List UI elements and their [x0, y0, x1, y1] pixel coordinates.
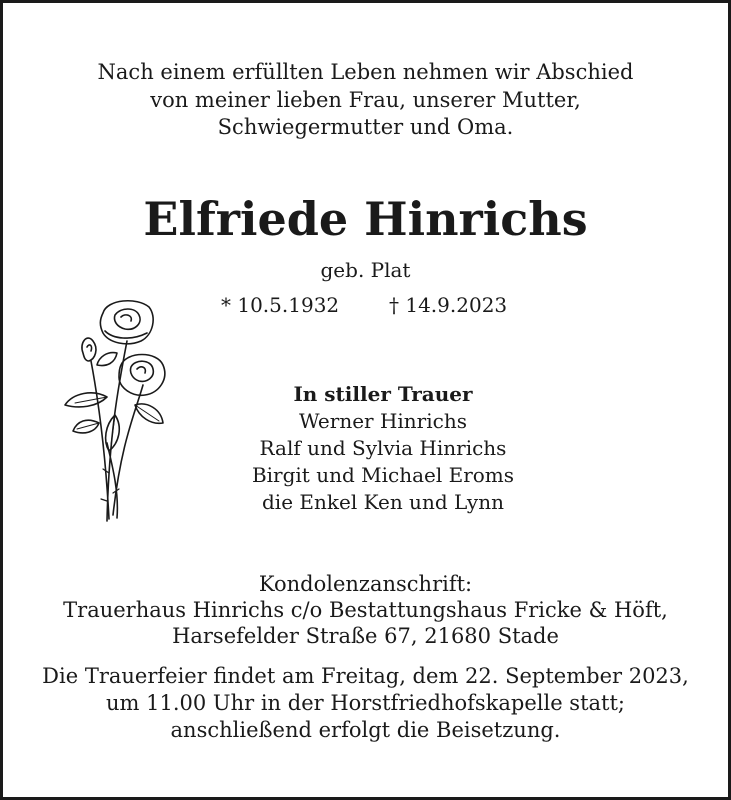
birth-date: * 10.5.1932	[221, 293, 340, 317]
intro-line: von meiner lieben Frau, unserer Mutter,	[150, 88, 581, 112]
mourners-heading: In stiller Trauer	[293, 382, 473, 406]
maiden-name: geb. Plat	[320, 258, 411, 282]
condolence-line: Harsefelder Straße 67, 21680 Stade	[172, 624, 559, 648]
mourner-name: Ralf und Sylvia Hinrichs	[259, 436, 507, 460]
condolence-line: Trauerhaus Hinrichs c/o Bestattungshaus Fricke & Höft,	[63, 598, 668, 622]
intro-line: Schwiegermutter und Oma.	[217, 115, 514, 139]
death-date: † 14.9.2023	[389, 293, 508, 317]
deceased-name: Elfriede Hinrichs	[143, 192, 588, 246]
mourner-name: die Enkel Ken und Lynn	[262, 490, 504, 514]
condolence-label: Kondolenzanschrift:	[258, 572, 473, 596]
service-line: um 11.00 Uhr in der Horstfriedhofskapelle statt;	[105, 691, 625, 715]
rose-icon	[57, 293, 177, 528]
mourner-name: Werner Hinrichs	[299, 409, 467, 433]
service-line: Die Trauerfeier findet am Freitag, dem 22. September 2023,	[42, 664, 689, 688]
mourner-name: Birgit und Michael Eroms	[251, 463, 515, 487]
service-line: anschließend erfolgt die Beisetzung.	[170, 718, 561, 742]
intro-line: Nach einem erfüllten Leben nehmen wir Abschied	[97, 60, 634, 84]
